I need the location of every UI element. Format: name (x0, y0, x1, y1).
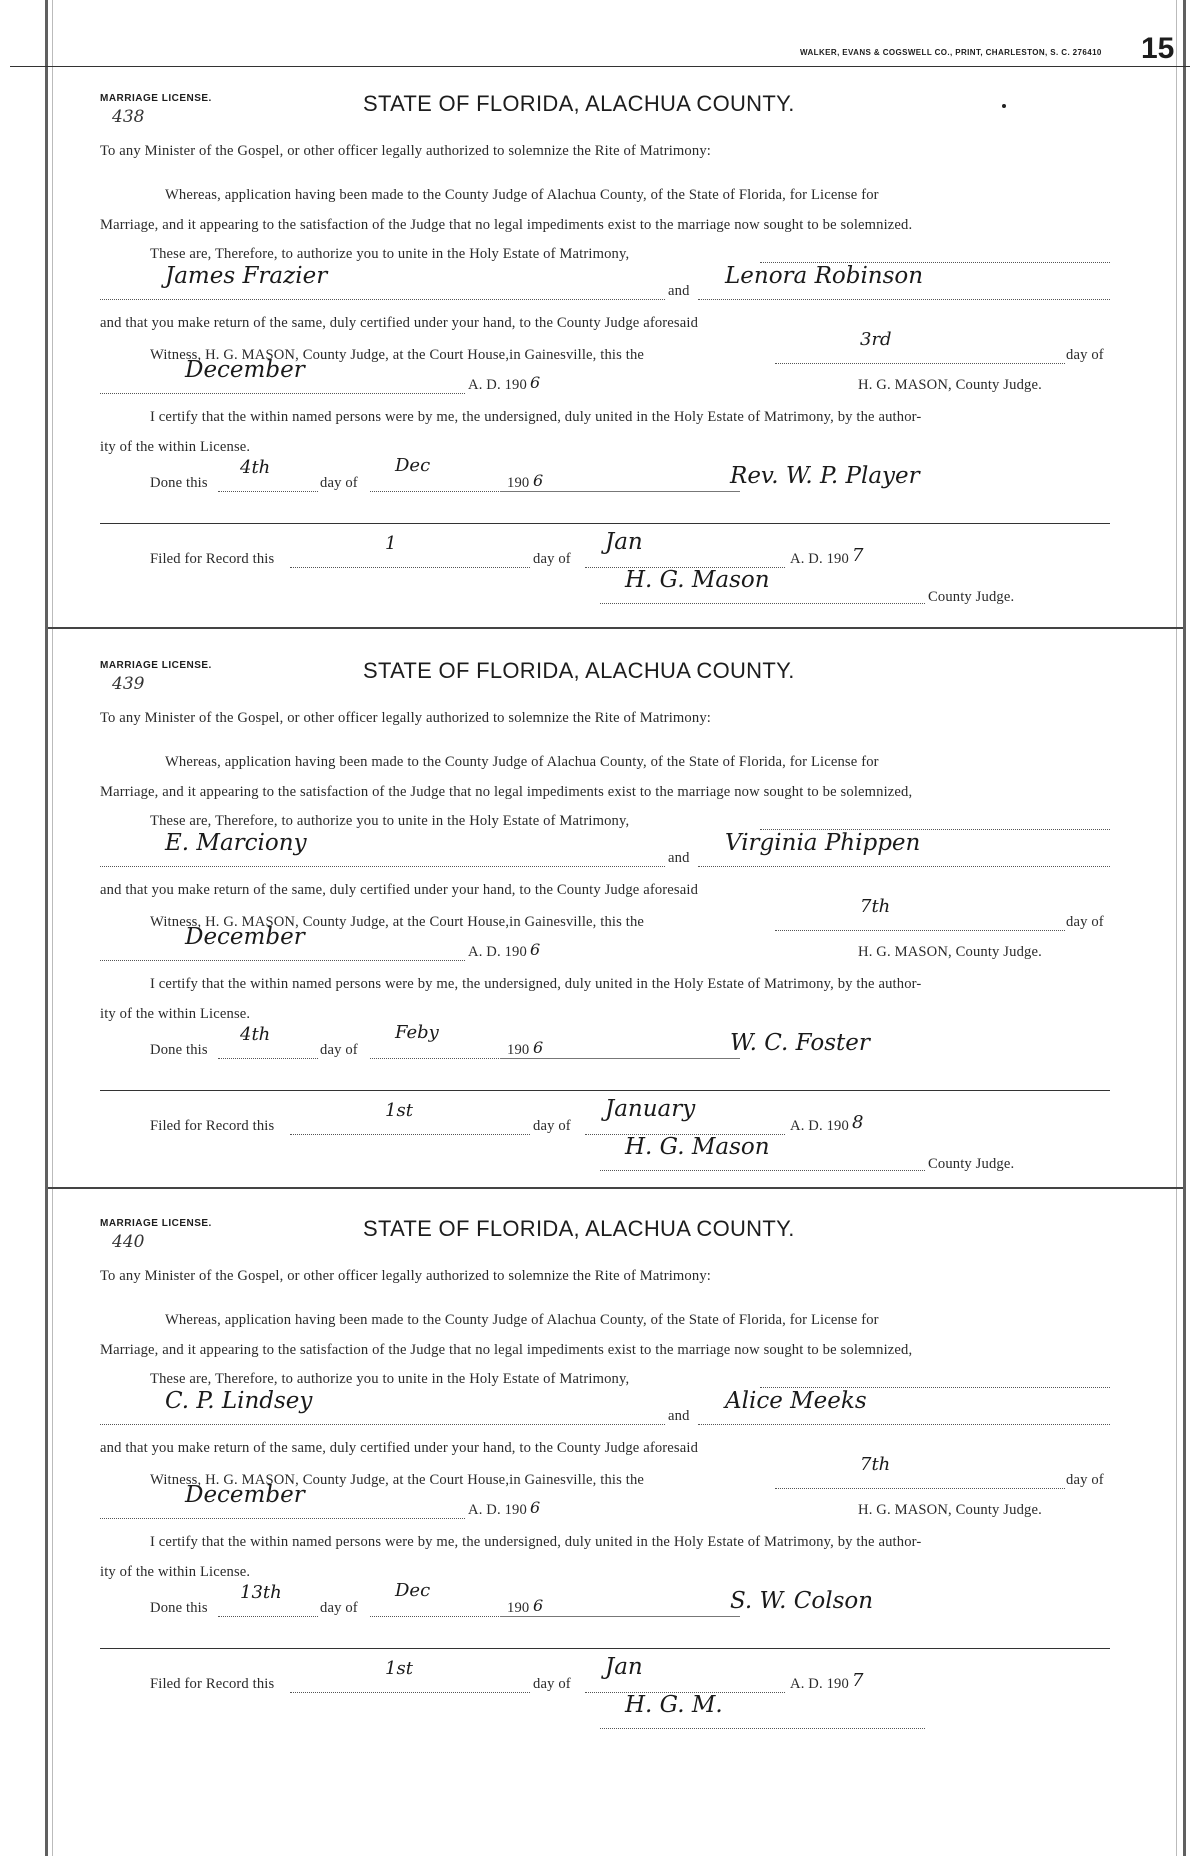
done-this-text: Done this (150, 1042, 208, 1058)
section-divider (48, 1187, 1183, 1189)
page-edge-left (45, 0, 48, 1856)
authorize-fill-line (760, 813, 1110, 830)
license-number: 440 (112, 1232, 145, 1252)
issue-day-line (775, 347, 1065, 364)
authorize-text: These are, Therefore, to authorize you to unite in the Holy Estate of Matrimony, (150, 246, 630, 262)
filed-day-line (290, 551, 530, 568)
ad-text: A. D. 190 (468, 377, 527, 393)
county-judge-text: County Judge. (928, 1156, 1015, 1172)
and-text: and (668, 850, 690, 866)
filed-text: Filed for Record this (150, 551, 275, 567)
whereas-line-2: Marriage, and it appearing to the satisfaction of the Judge that no legal impediments exist to the marriage now sought to be solemnized. (100, 217, 913, 233)
whereas-line-2: Marriage, and it appearing to the satisfaction of the Judge that no legal impediments exist to the marriage now sought to be solemnized, (100, 1342, 913, 1358)
salutation: To any Minister of the Gospel, or other officer legally authorized to solemnize the Rite of Matrimony: (100, 710, 711, 726)
authorize-text: These are, Therefore, to authorize you to unite in the Holy Estate of Matrimony, (150, 813, 630, 829)
page-edge-left-inner (52, 0, 53, 1856)
issue-day: 3rd (860, 329, 892, 350)
printer-imprint: WALKER, EVANS & COGSWELL CO., PRINT, CHARLESTON, S. C. 276410 (800, 48, 1102, 57)
issue-day-line (775, 914, 1065, 931)
license-title: STATE OF FLORIDA, ALACHUA COUNTY. (363, 658, 795, 683)
done-day: 13th (240, 1582, 282, 1603)
filed-year: 8 (852, 1112, 864, 1133)
page-edge-right (1183, 0, 1186, 1856)
officiant-signature: W. C. Foster (730, 1030, 870, 1056)
bride-name: Alice Meeks (725, 1388, 867, 1414)
filed-day-of-text: day of (533, 1676, 571, 1692)
filed-month: January (605, 1096, 696, 1122)
issue-day-line (775, 1472, 1065, 1489)
issue-year: 6 (530, 373, 541, 392)
page-edge-right-inner (1176, 0, 1177, 1856)
whereas-line-1: Whereas, application having been made to the County Judge of Alachua County, of the State of Florida, for License for (165, 187, 879, 203)
done-year: 6 (533, 1038, 544, 1057)
groom-name: C. P. Lindsey (165, 1388, 313, 1414)
filed-signature: H. G. M. (625, 1692, 723, 1718)
done-rule (500, 1616, 740, 1617)
filed-ad-text: A. D. 190 (790, 1118, 849, 1134)
license-title: STATE OF FLORIDA, ALACHUA COUNTY. (363, 91, 795, 116)
license-number: 438 (112, 107, 145, 127)
filed-text: Filed for Record this (150, 1676, 275, 1692)
issue-day: 7th (860, 896, 891, 917)
done-this-text: Done this (150, 1600, 208, 1616)
authorize-text: These are, Therefore, to authorize you to unite in the Holy Estate of Matrimony, (150, 1371, 630, 1387)
salutation: To any Minister of the Gospel, or other officer legally authorized to solemnize the Rite of Matrimony: (100, 143, 711, 159)
page-number: 15 (1141, 32, 1175, 65)
return-text: and that you make return of the same, duly certified under your hand, to the County Judge aforesaid (100, 315, 699, 331)
whereas-line-2: Marriage, and it appearing to the satisfaction of the Judge that no legal impediments exist to the marriage now sought to be solemnized, (100, 784, 913, 800)
filed-day-of-text: day of (533, 551, 571, 567)
filed-day-of-text: day of (533, 1118, 571, 1134)
county-judge-text: County Judge. (928, 589, 1015, 605)
issue-year: 6 (530, 1498, 541, 1517)
license-label: MARRIAGE LICENSE. (100, 1218, 212, 1229)
certify-line-2: ity of the within License. (100, 1564, 251, 1580)
filed-divider (100, 523, 1110, 524)
authorize-fill-line (760, 246, 1110, 263)
whereas-line-1: Whereas, application having been made to the County Judge of Alachua County, of the State of Florida, for License for (165, 754, 879, 770)
witness-text: Witness, H. G. MASON, County Judge, at the Court House,in Gainesville, this the (150, 1472, 645, 1488)
done-month-line (370, 1600, 505, 1617)
witness-text: Witness, H. G. MASON, County Judge, at the Court House,in Gainesville, this the (150, 914, 645, 930)
license-number: 439 (112, 674, 145, 694)
certify-line-1: I certify that the within named persons were by me, the undersigned, duly united in the Holy Estate of Matrimony, by the author- (150, 976, 922, 992)
certify-line-1: I certify that the within named persons were by me, the undersigned, duly united in the Holy Estate of Matrimony, by the author- (150, 409, 922, 425)
day-of-text: day of (1066, 347, 1104, 363)
filed-divider (100, 1648, 1110, 1649)
done-day-of-text: day of (320, 475, 358, 491)
certify-line-2: ity of the within License. (100, 1006, 251, 1022)
certify-line-2: ity of the within License. (100, 439, 251, 455)
done-day: 4th (240, 1024, 271, 1045)
certify-line-1: I certify that the within named persons were by me, the undersigned, duly united in the Holy Estate of Matrimony, by the author- (150, 1534, 922, 1550)
done-day-of-text: day of (320, 1600, 358, 1616)
ad-text: A. D. 190 (468, 944, 527, 960)
done-month: Feby (395, 1022, 439, 1043)
done-year: 6 (533, 1596, 544, 1615)
filed-month: Jan (605, 529, 643, 555)
license-block (100, 658, 1110, 1172)
done-month: Dec (395, 455, 431, 476)
license-label: MARRIAGE LICENSE. (100, 93, 212, 104)
salutation: To any Minister of the Gospel, or other officer legally authorized to solemnize the Rite of Matrimony: (100, 1268, 711, 1284)
filed-ad-text: A. D. 190 (790, 551, 849, 567)
filed-divider (100, 1090, 1110, 1091)
groom-name: E. Marciony (165, 830, 307, 856)
filed-month: Jan (605, 1654, 643, 1680)
issue-month: December (185, 1482, 305, 1508)
filed-year: 7 (852, 1670, 864, 1691)
filed-year: 7 (852, 545, 864, 566)
ad-text: A. D. 190 (468, 1502, 527, 1518)
authorize-fill-line (760, 1371, 1110, 1388)
filed-text: Filed for Record this (150, 1118, 275, 1134)
done-year-prefix: 190 (507, 1042, 530, 1058)
done-day-of-text: day of (320, 1042, 358, 1058)
issue-day: 7th (860, 1454, 891, 1475)
filed-day: 1 (385, 533, 397, 554)
done-day: 4th (240, 457, 271, 478)
license-block (100, 1218, 1110, 1718)
license-label: MARRIAGE LICENSE. (100, 660, 212, 671)
day-of-text: day of (1066, 1472, 1104, 1488)
done-month-line (370, 475, 505, 492)
groom-name: James Frazier (165, 263, 328, 289)
done-year-prefix: 190 (507, 1600, 530, 1616)
filed-signature: H. G. Mason (625, 1134, 770, 1160)
judge-text: H. G. MASON, County Judge. (858, 377, 1042, 393)
witness-text: Witness, H. G. MASON, County Judge, at the Court House,in Gainesville, this the (150, 347, 645, 363)
issue-year: 6 (530, 940, 541, 959)
license-title: STATE OF FLORIDA, ALACHUA COUNTY. (363, 1216, 795, 1241)
return-text: and that you make return of the same, duly certified under your hand, to the County Judge aforesaid (100, 1440, 699, 1456)
bride-name: Virginia Phippen (725, 830, 921, 856)
judge-text: H. G. MASON, County Judge. (858, 944, 1042, 960)
whereas-line-1: Whereas, application having been made to the County Judge of Alachua County, of the State of Florida, for License for (165, 1312, 879, 1328)
day-of-text: day of (1066, 914, 1104, 930)
filed-day: 1st (385, 1658, 413, 1679)
return-text: and that you make return of the same, duly certified under your hand, to the County Judge aforesaid (100, 882, 699, 898)
done-month: Dec (395, 1580, 431, 1601)
done-rule (500, 1058, 740, 1059)
filed-signature: H. G. Mason (625, 567, 770, 593)
section-divider (48, 627, 1183, 629)
done-this-text: Done this (150, 475, 208, 491)
done-rule (500, 491, 740, 492)
officiant-signature: Rev. W. P. Player (730, 463, 920, 489)
done-year-prefix: 190 (507, 475, 530, 491)
judge-text: H. G. MASON, County Judge. (858, 1502, 1042, 1518)
officiant-signature: S. W. Colson (730, 1588, 874, 1614)
bride-name: Lenora Robinson (725, 263, 924, 289)
and-text: and (668, 283, 690, 299)
filed-ad-text: A. D. 190 (790, 1676, 849, 1692)
license-block (100, 91, 1110, 605)
issue-month: December (185, 924, 305, 950)
issue-month: December (185, 357, 305, 383)
done-year: 6 (533, 471, 544, 490)
filed-day: 1st (385, 1100, 413, 1121)
done-month-line (370, 1042, 505, 1059)
header-rule (10, 66, 1190, 67)
and-text: and (668, 1408, 690, 1424)
